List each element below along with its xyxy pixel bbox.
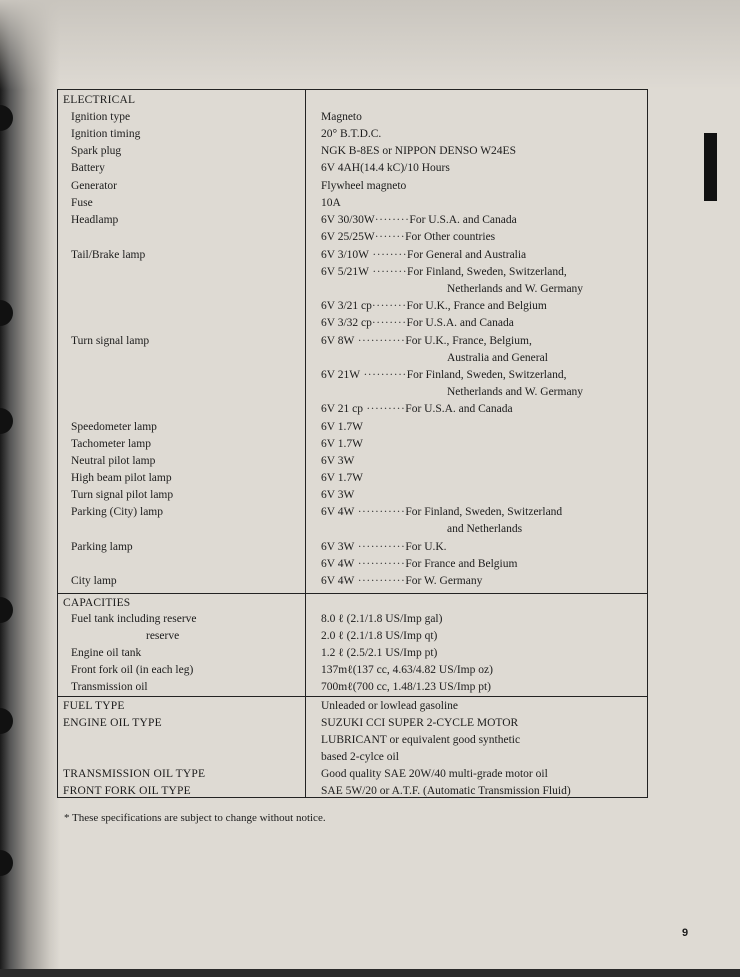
electrical-heading: ELECTRICAL: [63, 94, 136, 106]
row-value: 1.2 ℓ (2.5/2.1 US/Imp pt): [321, 647, 438, 659]
turn-signal-entry: 6V 21W ··········For Finland, Sweden, Switzerland,: [321, 369, 567, 381]
page-bottom-edge: [0, 969, 740, 977]
turn-signal-entry: 6V 8W ···········For U.K., France, Belgium,: [321, 335, 532, 347]
tail-brake-entry: 6V 3/32 cp········For U.S.A. and Canada: [321, 317, 514, 329]
row-label: Transmission oil: [71, 681, 148, 693]
tail-brake-entry: 6V 3/10W ········For General and Australia: [321, 249, 527, 261]
front-fork-oil-type-label: FRONT FORK OIL TYPE: [63, 785, 191, 797]
front-fork-oil-type-value: SAE 5W/20 or A.T.F. (Automatic Transmission Fluid): [321, 785, 571, 797]
engine-oil-type-value: SUZUKI CCI SUPER 2-CYCLE MOTOR: [321, 717, 519, 729]
turn-signal-entry-continued: Netherlands and W. Germany: [447, 386, 584, 398]
engine-oil-type-label: ENGINE OIL TYPE: [63, 717, 162, 729]
row-label: reserve: [146, 630, 180, 642]
row-value: 700mℓ(700 cc, 1.48/1.23 US/Imp pt): [321, 681, 492, 693]
row-value: 6V 1.7W: [321, 472, 363, 484]
row-value: 6V 3W: [321, 455, 355, 467]
parking-city-entry: 6V 4W ···········For Finland, Sweden, Switzerland: [321, 506, 563, 518]
top-shade: [0, 0, 740, 90]
column-divider: [305, 90, 306, 797]
row-label: Generator: [71, 180, 117, 192]
row-label: Neutral pilot lamp: [71, 455, 156, 467]
turn-signal-lamp-label: Turn signal lamp: [71, 335, 150, 347]
row-value: 6V 1.7W: [321, 421, 363, 433]
row-value: 137mℓ(137 cc, 4.63/4.82 US/Imp oz): [321, 664, 493, 676]
row-label: Battery: [71, 162, 105, 174]
fuel-type-label: FUEL TYPE: [63, 700, 125, 712]
row-label: Fuel tank including reserve: [71, 613, 197, 625]
specifications-table: [57, 89, 648, 798]
city-entry: 6V 4W ···········For W. Germany: [321, 575, 483, 587]
row-value: Magneto: [321, 111, 362, 123]
section-divider: [58, 696, 647, 697]
turn-signal-entry-continued: Australia and General: [447, 352, 548, 364]
city-lamp-label: City lamp: [71, 575, 117, 587]
row-value: 2.0 ℓ (2.1/1.8 US/Imp qt): [321, 630, 438, 642]
footnote: * These specifications are subject to change without notice.: [64, 812, 326, 824]
row-value: 20° B.T.D.C.: [321, 128, 382, 140]
row-value: 6V 4AH(14.4 kC)/10 Hours: [321, 162, 450, 174]
row-label: High beam pilot lamp: [71, 472, 172, 484]
row-label: Turn signal pilot lamp: [71, 489, 174, 501]
engine-oil-type-value: LUBRICANT or equivalent good synthetic: [321, 734, 521, 746]
row-value: 6V 1.7W: [321, 438, 363, 450]
tail-brake-entry-continued: Netherlands and W. Germany: [447, 283, 584, 295]
headlamp-entry: 6V 25/25W·······For Other countries: [321, 231, 496, 243]
row-label: Speedometer lamp: [71, 421, 157, 433]
section-tab-marker: [704, 133, 717, 201]
parking-city-lamp-label: Parking (City) lamp: [71, 506, 163, 518]
headlamp-entry: 6V 30/30W········For U.S.A. and Canada: [321, 214, 517, 226]
engine-oil-type-value: based 2-cylce oil: [321, 751, 399, 763]
transmission-oil-type-value: Good quality SAE 20W/40 multi-grade motor oil: [321, 768, 548, 780]
row-label: Front fork oil (in each leg): [71, 664, 194, 676]
row-label: Tachometer lamp: [71, 438, 151, 450]
row-value: 6V 3W: [321, 489, 355, 501]
tail-brake-entry: 6V 5/21W ········For Finland, Sweden, Switzerland,: [321, 266, 567, 278]
capacities-heading: CAPACITIES: [63, 597, 131, 609]
row-value: 10A: [321, 197, 341, 209]
headlamp-label: Headlamp: [71, 214, 119, 226]
page-number: 9: [682, 927, 689, 939]
tail-brake-entry: 6V 3/21 cp········For U.K., France and Belgium: [321, 300, 547, 312]
row-label: Fuse: [71, 197, 93, 209]
row-value: Flywheel magneto: [321, 180, 407, 192]
turn-signal-entry: 6V 21 cp ·········For U.S.A. and Canada: [321, 403, 513, 415]
section-divider: [58, 593, 647, 594]
parking-entry: 6V 3W ···········For U.K.: [321, 541, 447, 553]
row-label: Engine oil tank: [71, 647, 142, 659]
fuel-type-value: Unleaded or lowlead gasoline: [321, 700, 458, 712]
parking-entry: 6V 4W ···········For France and Belgium: [321, 558, 518, 570]
parking-city-entry-continued: and Netherlands: [447, 523, 523, 535]
transmission-oil-type-label: TRANSMISSION OIL TYPE: [63, 768, 206, 780]
row-label: Ignition type: [71, 111, 131, 123]
row-label: Ignition timing: [71, 128, 141, 140]
row-value: 8.0 ℓ (2.1/1.8 US/Imp gal): [321, 613, 443, 625]
tail-brake-lamp-label: Tail/Brake lamp: [71, 249, 146, 261]
row-label: Spark plug: [71, 145, 122, 157]
row-value: NGK B-8ES or NIPPON DENSO W24ES: [321, 145, 516, 157]
parking-lamp-label: Parking lamp: [71, 541, 133, 553]
binding-shadow: [0, 0, 60, 977]
